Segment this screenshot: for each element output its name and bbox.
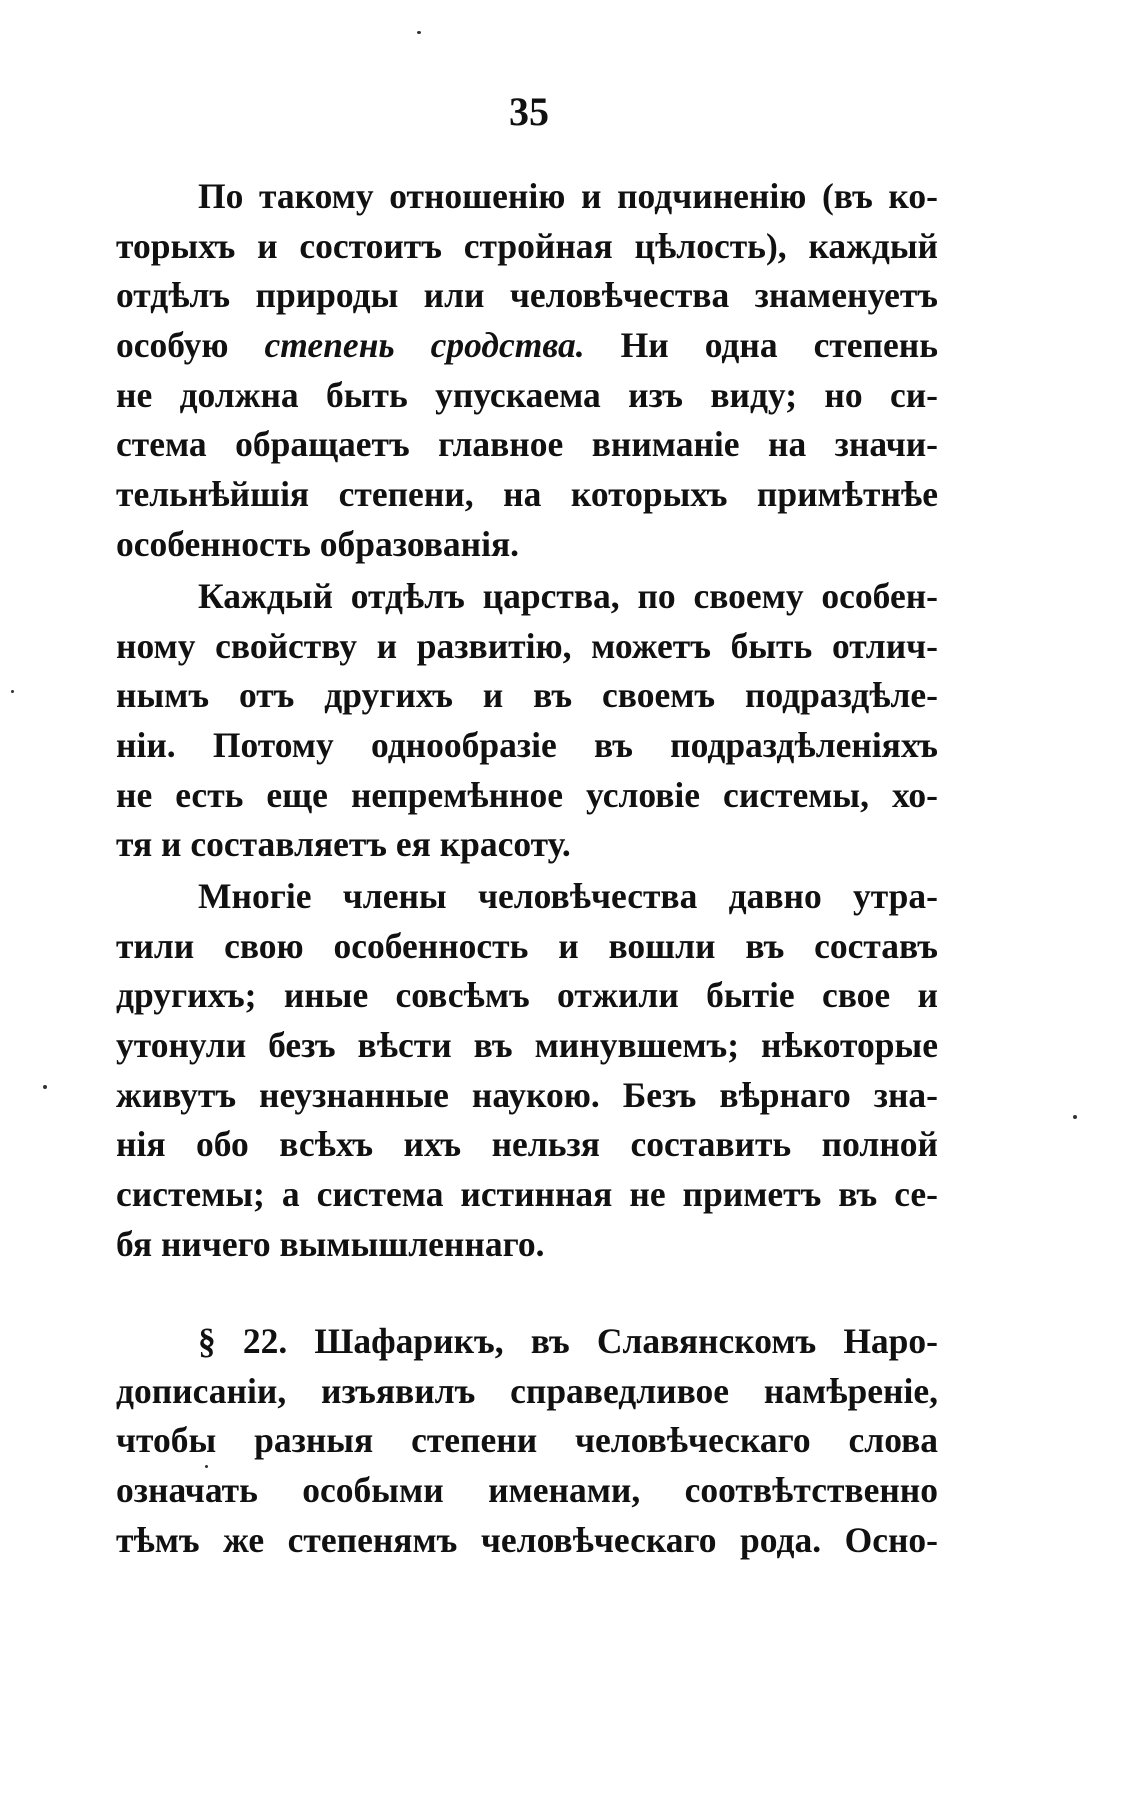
- text-line: Многіе члены человѣчества давно утра-: [198, 876, 938, 916]
- text-line: тили свою особенность и вошли въ составъ: [116, 925, 938, 966]
- text-line: бя ничего вымышленнаго.: [116, 1223, 545, 1264]
- text-line: означать особыми именами, соотвѣтственно: [116, 1470, 938, 1511]
- text-line: [116, 321, 938, 371]
- text-line: живутъ неузнанные наукою. Безъ вѣрнаго зна-: [116, 1074, 938, 1115]
- scan-speck: [205, 1465, 208, 1468]
- text-line: дописаніи, изъявилъ справедливое намѣреніе,: [116, 1370, 938, 1411]
- text-line: не есть еще непремѣнное условіе системы, хо-: [116, 774, 938, 815]
- text-line: чтобы разныя степени человѣческаго слова: [116, 1420, 938, 1461]
- text-line: тельнѣйшія степени, на которыхъ примѣтнѣе: [116, 474, 938, 515]
- paragraph-4: [116, 1317, 938, 1565]
- text-line: ніи. Потому однообразіе въ подраздѣленіяхъ: [116, 725, 938, 766]
- text-segment: Ни одна степень: [584, 325, 938, 366]
- scan-speck: [11, 690, 14, 693]
- text-line: ному свойству и развитію, можетъ быть отлич-: [116, 625, 938, 666]
- text-line: стема обращаетъ главное вниманіе на значи-: [116, 424, 938, 465]
- text-line: нымъ отъ другихъ и въ своемъ подраздѣле-: [116, 675, 938, 716]
- text-line: § 22. Шафарикъ, въ Славянскомъ Наро-: [198, 1321, 938, 1361]
- text-line: Каждый отдѣлъ царства, по своему особен-: [198, 576, 938, 616]
- text-line: тя и составляетъ ея красоту.: [116, 824, 571, 865]
- text-line: особенность образованія.: [116, 523, 520, 564]
- scan-speck: [43, 1085, 47, 1089]
- text-line: не должна быть упускаема изъ виду; но си-: [116, 374, 938, 415]
- text-line: торыхъ и состоитъ стройная цѣлость), каждый: [116, 225, 938, 266]
- page-number: 35: [509, 89, 549, 134]
- text-line: системы; а система истинная не приметъ въ се-: [116, 1174, 938, 1215]
- paragraph-2: [116, 572, 938, 870]
- paragraph-3: [116, 872, 938, 1270]
- text-line: тѣмъ же степенямъ человѣческаго рода. Осно-: [116, 1519, 938, 1560]
- text-line: нія обо всѣхъ ихъ нельзя составить полной: [116, 1124, 938, 1165]
- text-line: отдѣлъ природы или человѣчества знаменуетъ: [116, 275, 938, 316]
- text-line: другихъ; иные совсѣмъ отжили бытіе свое и: [116, 975, 938, 1016]
- paragraph-1: [116, 172, 938, 570]
- text-line: утонули безъ вѣсти въ минувшемъ; нѣкоторые: [116, 1025, 938, 1066]
- italic-phrase: степень сродства.: [264, 325, 585, 366]
- scan-speck: [417, 31, 421, 34]
- text-line: По такому отношенію и подчиненію (въ ко-: [198, 176, 938, 216]
- text-segment: особую: [116, 325, 265, 366]
- scan-speck: [1073, 1115, 1077, 1119]
